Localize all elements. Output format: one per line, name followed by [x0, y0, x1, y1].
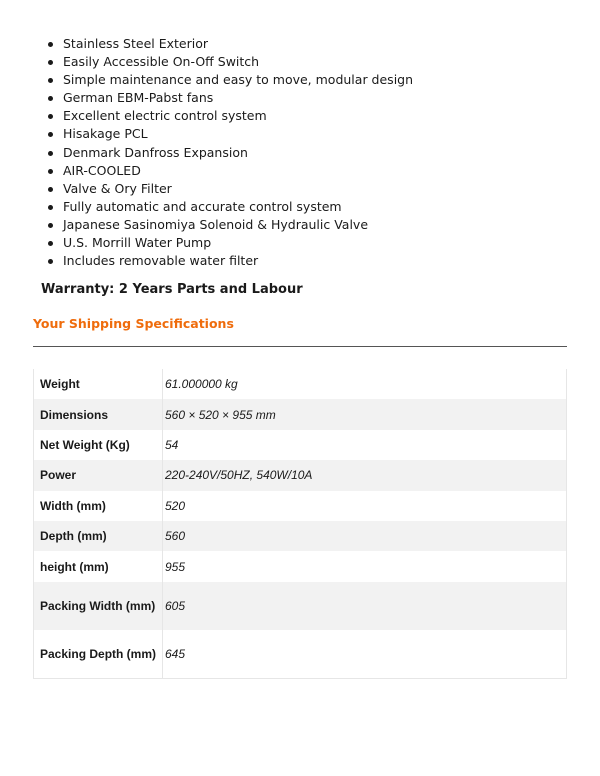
spec-label: height (mm)	[34, 551, 163, 581]
warranty-text: Warranty: 2 Years Parts and Labour	[41, 282, 303, 297]
bullet-icon	[48, 169, 53, 174]
list-item	[48, 89, 588, 107]
table-row	[34, 430, 567, 460]
shipping-specs-table	[33, 369, 567, 679]
bullet-icon	[48, 151, 53, 156]
spec-value: 220-240V/50HZ, 540W/10A	[165, 468, 313, 483]
spec-label: Net Weight (Kg)	[34, 430, 163, 460]
feature-text: Japanese Sasinomiya Solenoid & Hydraulic Valve	[63, 216, 369, 232]
spec-value: 61.000000 kg	[165, 377, 238, 392]
bullet-icon	[48, 78, 53, 83]
spec-label: Packing Depth (mm)	[34, 630, 163, 679]
bullet-icon	[48, 259, 53, 264]
divider	[33, 346, 567, 347]
list-item	[48, 162, 588, 180]
feature-list	[48, 35, 588, 270]
list-item	[48, 144, 588, 162]
list-item	[48, 125, 588, 143]
table-row	[34, 369, 567, 399]
spec-value: 560 × 520 × 955 mm	[165, 407, 276, 422]
bullet-icon	[48, 132, 53, 137]
feature-text: U.S. Morrill Water Pump	[63, 235, 212, 251]
list-item	[48, 252, 588, 270]
spec-value: 605	[165, 598, 186, 613]
spec-label: Depth (mm)	[34, 521, 163, 551]
feature-text: Includes removable water filter	[63, 253, 259, 269]
spec-label: Power	[34, 460, 163, 490]
list-item	[48, 53, 588, 71]
feature-text: Excellent electric control system	[63, 108, 267, 124]
feature-text: German EBM-Pabst fans	[63, 90, 214, 106]
bullet-icon	[48, 114, 53, 119]
table-row	[34, 582, 567, 631]
list-item	[48, 180, 588, 198]
spec-value: 560	[165, 529, 186, 544]
list-item	[48, 35, 588, 53]
feature-text: Denmark Danfross Expansion	[63, 144, 248, 160]
bullet-icon	[48, 187, 53, 192]
bullet-icon	[48, 96, 53, 101]
shipping-heading: Your Shipping Specifications	[33, 316, 234, 331]
table-row	[34, 460, 567, 490]
spec-value: 54	[165, 437, 179, 452]
table-row	[34, 491, 567, 521]
table-row	[34, 630, 567, 679]
feature-text: Valve & Ory Filter	[63, 180, 172, 196]
bullet-icon	[48, 42, 53, 47]
feature-text: Hisakage PCL	[63, 126, 148, 142]
spec-value: 955	[165, 559, 186, 574]
feature-text: AIR-COOLED	[63, 162, 141, 178]
feature-text: Easily Accessible On-Off Switch	[63, 54, 260, 70]
list-item	[48, 198, 588, 216]
bullet-icon	[48, 60, 53, 65]
bullet-icon	[48, 205, 53, 210]
bullet-icon	[48, 241, 53, 246]
table-row	[34, 399, 567, 429]
table-row	[34, 521, 567, 551]
spec-label: Weight	[34, 369, 163, 399]
spec-value: 520	[165, 498, 186, 513]
spec-label: Dimensions	[34, 399, 163, 429]
list-item	[48, 234, 588, 252]
feature-text: Simple maintenance and easy to move, modular design	[63, 72, 414, 88]
list-item	[48, 71, 588, 89]
list-item	[48, 107, 588, 125]
table-row	[34, 551, 567, 581]
spec-label: Packing Width (mm)	[34, 582, 163, 631]
bullet-icon	[48, 223, 53, 228]
list-item	[48, 216, 588, 234]
feature-text: Fully automatic and accurate control system	[63, 198, 342, 214]
feature-text: Stainless Steel Exterior	[63, 36, 209, 51]
spec-label: Width (mm)	[34, 491, 163, 521]
spec-value: 645	[165, 647, 186, 662]
